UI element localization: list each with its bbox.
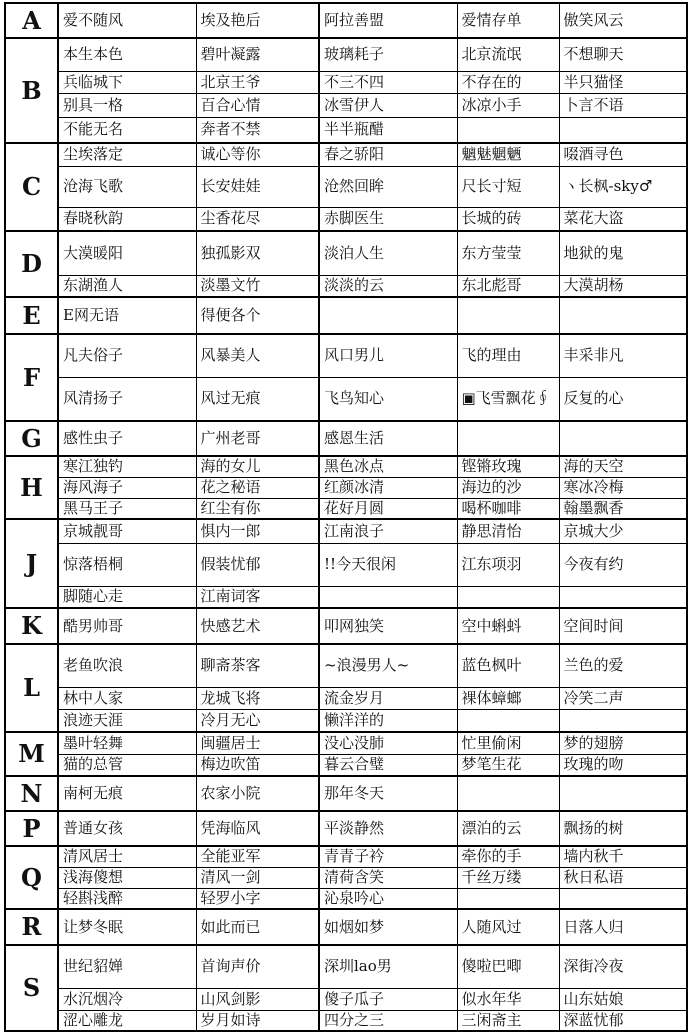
table-row: [5, 143, 687, 166]
table-cell: 地狱的鬼: [559, 231, 687, 275]
table-cell: 感性虫子: [58, 421, 196, 456]
table-cell: 沁泉吟心: [319, 888, 457, 909]
table-cell: 半半瓶醋: [319, 117, 457, 143]
table-body: [5, 3, 687, 1031]
group-letter: N: [5, 776, 58, 811]
table-cell: 墨叶轻舞: [58, 732, 196, 754]
table-cell: 本生本色: [58, 38, 196, 71]
table-cell: 大漠暖阳: [58, 231, 196, 275]
table-cell: 三闲斋主: [457, 1010, 559, 1031]
table-cell: 铿锵玫瑰: [457, 456, 559, 477]
table-cell: 深圳lao男: [319, 945, 457, 988]
table-cell: E网无语: [58, 297, 196, 334]
table-row: [5, 709, 687, 732]
table-cell: 喝杯咖啡: [457, 498, 559, 519]
table-row: [5, 732, 687, 754]
table-cell: ▣飞雪飘花∮: [457, 377, 559, 421]
table-cell: 聊斋茶客: [196, 644, 319, 687]
table-cell: 那年冬天: [319, 776, 457, 811]
table-cell: 如烟如梦: [319, 909, 457, 945]
table-cell: 林中人家: [58, 687, 196, 709]
table-row: [5, 231, 687, 275]
table-cell: 不想聊天: [559, 38, 687, 71]
table-cell: 假装忧郁: [196, 543, 319, 586]
group-letter: R: [5, 909, 58, 945]
table-cell: 兰色的爱: [559, 644, 687, 687]
table-cell: 海的天空: [559, 456, 687, 477]
table-cell: 淡泊人生: [319, 231, 457, 275]
table-cell: 东北彪哥: [457, 275, 559, 297]
table-cell: 凡夫俗子: [58, 334, 196, 377]
table-cell: 得便各个: [196, 297, 319, 334]
table-cell: 蓝色枫叶: [457, 644, 559, 687]
table-row: [5, 421, 687, 456]
table-cell: 黑色冰点: [319, 456, 457, 477]
table-cell: 沧海飞歌: [58, 166, 196, 207]
table-cell: 淡淡的云: [319, 275, 457, 297]
table-cell: 猫的总管: [58, 754, 196, 776]
table-row: [5, 543, 687, 586]
table-cell: 碧叶凝露: [196, 38, 319, 71]
table-row: [5, 888, 687, 909]
table-cell: 让梦冬眠: [58, 909, 196, 945]
table-cell: 寒冰冷梅: [559, 477, 687, 498]
table-cell: 傲笑风云: [559, 3, 687, 38]
table-cell: ヽ长枫-sky♂: [559, 166, 687, 207]
table-cell: 深街冷夜: [559, 945, 687, 988]
table-cell: 日落人归: [559, 909, 687, 945]
table-cell: 不存在的: [457, 71, 559, 93]
table-cell: 人随风过: [457, 909, 559, 945]
table-cell: [457, 297, 559, 334]
table-cell: 山风剑影: [196, 988, 319, 1010]
table-cell: 暮云合璧: [319, 754, 457, 776]
table-cell: [559, 117, 687, 143]
table-cell: 翰墨飘香: [559, 498, 687, 519]
table-row: [5, 297, 687, 334]
table-cell: 花之秘语: [196, 477, 319, 498]
table-cell: 尘香花尽: [196, 207, 319, 231]
table-cell: [559, 709, 687, 732]
table-cell: 四分之三: [319, 1010, 457, 1031]
table-cell: 惊落梧桐: [58, 543, 196, 586]
table-cell: [559, 421, 687, 456]
table-cell: 尘埃落定: [58, 143, 196, 166]
table-cell: 独孤影双: [196, 231, 319, 275]
table-row: [5, 586, 687, 608]
table-row: [5, 3, 687, 38]
table-cell: 东方莹莹: [457, 231, 559, 275]
table-row: [5, 644, 687, 687]
table-cell: 没心没肺: [319, 732, 457, 754]
table-cell: [457, 776, 559, 811]
table-row: [5, 988, 687, 1010]
table-cell: 轻罗小字: [196, 888, 319, 909]
table-cell: 懒洋洋的: [319, 709, 457, 732]
table-cell: 啜酒寻色: [559, 143, 687, 166]
table-cell: [457, 888, 559, 909]
table-row: [5, 38, 687, 71]
table-cell: 奔者不禁: [196, 117, 319, 143]
table-cell: 江东项羽: [457, 543, 559, 586]
table-row: [5, 207, 687, 231]
table-cell: 海风海子: [58, 477, 196, 498]
table-cell: 冰雪伊人: [319, 93, 457, 117]
table-cell: 反复的心: [559, 377, 687, 421]
table-cell: 飞鸟知心: [319, 377, 457, 421]
table-cell: 诚心等你: [196, 143, 319, 166]
table-cell: 不三不四: [319, 71, 457, 93]
table-cell: 漂泊的云: [457, 811, 559, 846]
table-cell: 春晓秋韵: [58, 207, 196, 231]
table-cell: 龙城飞将: [196, 687, 319, 709]
table-cell: 阿拉善盟: [319, 3, 457, 38]
table-cell: 梦的翅膀: [559, 732, 687, 754]
table-cell: 凭海临风: [196, 811, 319, 846]
table-cell: [457, 421, 559, 456]
table-cell: [457, 709, 559, 732]
table-cell: 轻斟浅醉: [58, 888, 196, 909]
table-row: [5, 846, 687, 867]
table-cell: 花好月圆: [319, 498, 457, 519]
table-cell: 岁月如诗: [196, 1010, 319, 1031]
table-cell: 静思清怡: [457, 519, 559, 543]
table-cell: ~浪漫男人~: [319, 644, 457, 687]
table-cell: 山东姑娘: [559, 988, 687, 1010]
table-row: [5, 117, 687, 143]
table-cell: 惧内一郎: [196, 519, 319, 543]
table-cell: 大漠胡杨: [559, 275, 687, 297]
table-cell: 红尘有你: [196, 498, 319, 519]
table-cell: 似水年华: [457, 988, 559, 1010]
table-row: [5, 909, 687, 945]
table-cell: 魑魅魍魉: [457, 143, 559, 166]
table-row: [5, 945, 687, 988]
table-cell: 牵你的手: [457, 846, 559, 867]
table-cell: 赤脚医生: [319, 207, 457, 231]
table-row: [5, 377, 687, 421]
table-cell: 世纪貂婵: [58, 945, 196, 988]
table-cell: 梦笔生花: [457, 754, 559, 776]
table-cell: 兵临城下: [58, 71, 196, 93]
group-letter: C: [5, 143, 58, 231]
group-letter: Q: [5, 846, 58, 909]
table-cell: 长安娃娃: [196, 166, 319, 207]
table-row: [5, 811, 687, 846]
table-cell: 全能亚军: [196, 846, 319, 867]
table-cell: 春之骄阳: [319, 143, 457, 166]
table-cell: [559, 776, 687, 811]
table-cell: 不能无名: [58, 117, 196, 143]
table-cell: 淡墨文竹: [196, 275, 319, 297]
table-cell: 埃及艳后: [196, 3, 319, 38]
table-cell: 南柯无痕: [58, 776, 196, 811]
table-cell: 快感艺术: [196, 608, 319, 644]
group-letter: K: [5, 608, 58, 644]
table-cell: 清荷含笑: [319, 867, 457, 888]
table-cell: [559, 586, 687, 608]
table-cell: 黑马王子: [58, 498, 196, 519]
table-cell: 冷笑二声: [559, 687, 687, 709]
table-cell: [457, 117, 559, 143]
table-row: [5, 275, 687, 297]
table-cell: 沧然回眸: [319, 166, 457, 207]
group-letter: A: [5, 3, 58, 38]
table-cell: !!今天很闲: [319, 543, 457, 586]
group-letter: E: [5, 297, 58, 334]
table-cell: 忙里偷闲: [457, 732, 559, 754]
group-letter: F: [5, 334, 58, 421]
table-cell: [319, 297, 457, 334]
table-cell: 梅边吹笛: [196, 754, 319, 776]
table-row: [5, 93, 687, 117]
table-cell: 海边的沙: [457, 477, 559, 498]
table-cell: 风过无痕: [196, 377, 319, 421]
table-row: [5, 519, 687, 543]
table-cell: 清风居士: [58, 846, 196, 867]
table-cell: 江南词客: [196, 586, 319, 608]
table-cell: [319, 586, 457, 608]
table-cell: 今夜有约: [559, 543, 687, 586]
group-letter: D: [5, 231, 58, 297]
group-letter: B: [5, 38, 58, 143]
table-row: [5, 608, 687, 644]
table-cell: [457, 586, 559, 608]
table-cell: 风暴美人: [196, 334, 319, 377]
table-cell: 清风一剑: [196, 867, 319, 888]
table-row: [5, 334, 687, 377]
table-cell: 农家小院: [196, 776, 319, 811]
table-cell: 流金岁月: [319, 687, 457, 709]
table-cell: 玫瑰的吻: [559, 754, 687, 776]
table-cell: 尺长寸短: [457, 166, 559, 207]
table-cell: 广州老哥: [196, 421, 319, 456]
table-cell: 卜言不语: [559, 93, 687, 117]
table-cell: 菜花大盗: [559, 207, 687, 231]
table-cell: 叩网独笑: [319, 608, 457, 644]
table-cell: 北京王爷: [196, 71, 319, 93]
table-cell: 涩心雕龙: [58, 1010, 196, 1031]
table-cell: 酷男帅哥: [58, 608, 196, 644]
table-cell: 丰采非凡: [559, 334, 687, 377]
table-cell: 老鱼吹浪: [58, 644, 196, 687]
table-cell: 裸体蟑螂: [457, 687, 559, 709]
group-letter: P: [5, 811, 58, 846]
table-cell: 寒江独钓: [58, 456, 196, 477]
table-row: [5, 456, 687, 477]
table-cell: 别具一格: [58, 93, 196, 117]
table-cell: 爱情存单: [457, 3, 559, 38]
table-cell: 千丝万缕: [457, 867, 559, 888]
table-cell: 闽疆居士: [196, 732, 319, 754]
table-cell: 江南浪子: [319, 519, 457, 543]
table-row: [5, 776, 687, 811]
table-cell: 玻璃耗子: [319, 38, 457, 71]
group-letter: S: [5, 945, 58, 1031]
table-cell: 东湖渔人: [58, 275, 196, 297]
table-cell: 京城靓哥: [58, 519, 196, 543]
table-row: [5, 166, 687, 207]
table-row: [5, 687, 687, 709]
table-row: [5, 477, 687, 498]
table-cell: 平淡静然: [319, 811, 457, 846]
table-cell: 飘扬的树: [559, 811, 687, 846]
table-row: [5, 754, 687, 776]
table-cell: 海的女儿: [196, 456, 319, 477]
table-cell: 百合心情: [196, 93, 319, 117]
group-letter: L: [5, 644, 58, 732]
table-cell: 普通女孩: [58, 811, 196, 846]
table-row: [5, 498, 687, 519]
table-cell: 空中蝌蚪: [457, 608, 559, 644]
table-cell: 长城的砖: [457, 207, 559, 231]
group-letter: J: [5, 519, 58, 608]
table-cell: 风清扬子: [58, 377, 196, 421]
table-cell: 首询声价: [196, 945, 319, 988]
table-cell: 水沉烟冷: [58, 988, 196, 1010]
table-cell: 北京流氓: [457, 38, 559, 71]
group-letter: H: [5, 456, 58, 519]
table-row: [5, 1010, 687, 1031]
table-cell: 深蓝忧郁: [559, 1010, 687, 1031]
group-letter: M: [5, 732, 58, 776]
table-cell: 京城大少: [559, 519, 687, 543]
table-cell: 冰凉小手: [457, 93, 559, 117]
table-cell: 半只猫怪: [559, 71, 687, 93]
group-letter: G: [5, 421, 58, 456]
table-cell: 飞的理由: [457, 334, 559, 377]
table-cell: 空间时间: [559, 608, 687, 644]
table-cell: 如此而已: [196, 909, 319, 945]
table-row: [5, 71, 687, 93]
table-cell: 傻子瓜子: [319, 988, 457, 1010]
table-cell: 青青子衿: [319, 846, 457, 867]
table-cell: 傻啦巴唧: [457, 945, 559, 988]
table-cell: 浅海傻想: [58, 867, 196, 888]
table-cell: 浪迹天涯: [58, 709, 196, 732]
table-cell: 爱不随风: [58, 3, 196, 38]
table-cell: [559, 888, 687, 909]
table-cell: 冷月无心: [196, 709, 319, 732]
nickname-table: [4, 2, 688, 1032]
table-cell: 脚随心走: [58, 586, 196, 608]
table-cell: 红颜冰清: [319, 477, 457, 498]
table-cell: 秋日私语: [559, 867, 687, 888]
table-cell: [559, 297, 687, 334]
table-cell: 墙内秋千: [559, 846, 687, 867]
table-cell: 感恩生活: [319, 421, 457, 456]
table-cell: 风口男儿: [319, 334, 457, 377]
table-row: [5, 867, 687, 888]
